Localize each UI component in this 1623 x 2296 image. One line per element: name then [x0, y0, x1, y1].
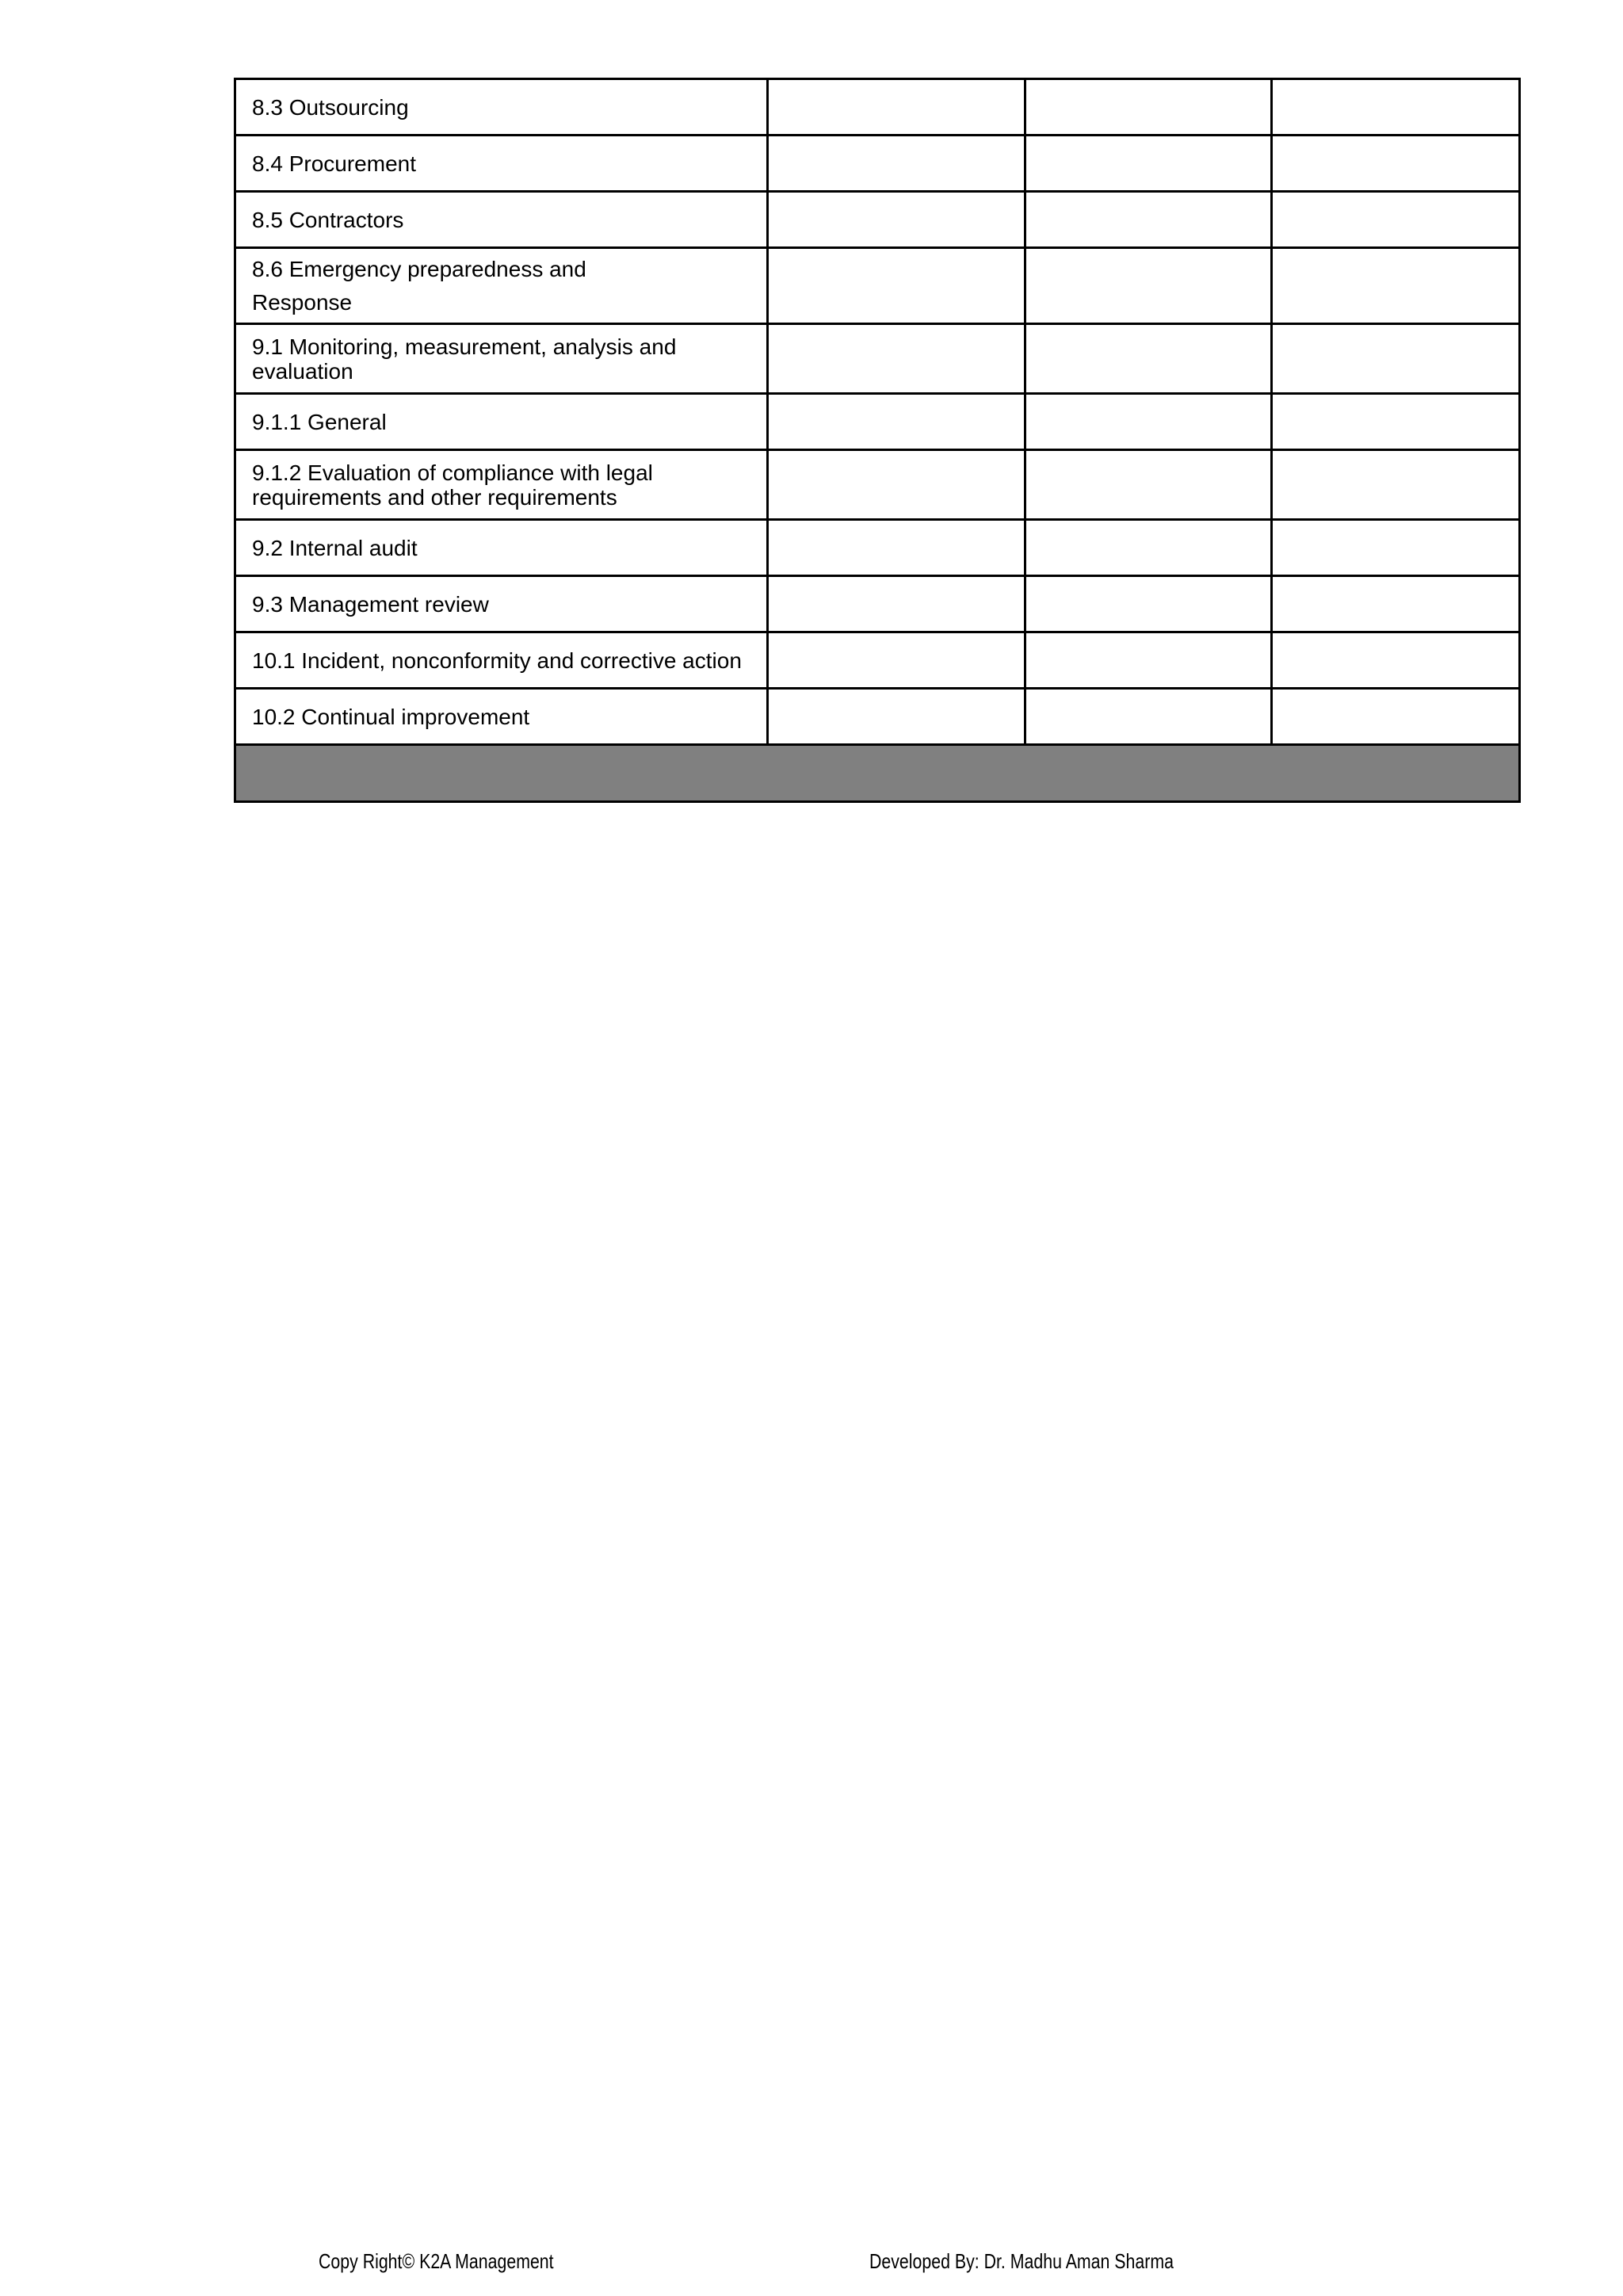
table-row [235, 324, 1520, 394]
footer-copyright: Copy Right© K2A Management [319, 2249, 554, 2273]
blank-cell [1272, 324, 1520, 394]
blank-cell [768, 248, 1025, 324]
blank-cell [1025, 632, 1272, 689]
blank-cell [1025, 576, 1272, 632]
blank-cell [1025, 192, 1272, 248]
table-row [235, 192, 1520, 248]
clause-cell: 9.1.1 General [235, 394, 768, 450]
table-row [235, 394, 1520, 450]
blank-cell [1272, 520, 1520, 576]
footer-developer: Developed By: Dr. Madhu Aman Sharma [869, 2249, 1174, 2273]
table-row [235, 576, 1520, 632]
blank-cell [768, 520, 1025, 576]
clause-cell: 10.1 Incident, nonconformity and corrective action [235, 632, 768, 689]
blank-cell [1025, 450, 1272, 520]
clause-text-line-2: Response [252, 290, 353, 315]
blank-cell [1025, 79, 1272, 136]
blank-cell [1272, 79, 1520, 136]
blank-cell [768, 79, 1025, 136]
clause-cell: 9.1 Monitoring, measurement, analysis and evaluation [235, 324, 768, 394]
clause-cell: 9.2 Internal audit [235, 520, 768, 576]
shaded-total-cell [235, 745, 1520, 802]
clause-checklist-table [234, 78, 1521, 803]
shaded-total-row [235, 745, 1520, 802]
blank-cell [1025, 520, 1272, 576]
clause-cell [235, 248, 768, 324]
table-row [235, 450, 1520, 520]
table-row [235, 520, 1520, 576]
blank-cell [1272, 136, 1520, 192]
blank-cell [1272, 689, 1520, 745]
clause-cell: 8.4 Procurement [235, 136, 768, 192]
blank-cell [1272, 576, 1520, 632]
blank-cell [1025, 324, 1272, 394]
table-row [235, 632, 1520, 689]
blank-cell [768, 394, 1025, 450]
blank-cell [768, 576, 1025, 632]
table-row [235, 136, 1520, 192]
table-row [235, 248, 1520, 324]
clause-cell: 10.2 Continual improvement [235, 689, 768, 745]
clause-text-line-1: 8.6 Emergency preparedness and [252, 257, 586, 281]
blank-cell [768, 632, 1025, 689]
blank-cell [768, 136, 1025, 192]
clause-cell: 9.3 Management review [235, 576, 768, 632]
blank-cell [1025, 248, 1272, 324]
table-row [235, 689, 1520, 745]
clause-cell: 8.5 Contractors [235, 192, 768, 248]
clause-cell: 8.3 Outsourcing [235, 79, 768, 136]
blank-cell [1272, 632, 1520, 689]
blank-cell [1272, 248, 1520, 324]
blank-cell [1272, 192, 1520, 248]
blank-cell [1272, 450, 1520, 520]
table-row [235, 79, 1520, 136]
blank-cell [768, 689, 1025, 745]
blank-cell [768, 324, 1025, 394]
clause-cell: 9.1.2 Evaluation of compliance with legal requirements and other requirements [235, 450, 768, 520]
blank-cell [768, 192, 1025, 248]
blank-cell [1025, 394, 1272, 450]
blank-cell [768, 450, 1025, 520]
blank-cell [1025, 689, 1272, 745]
blank-cell [1025, 136, 1272, 192]
blank-cell [1272, 394, 1520, 450]
